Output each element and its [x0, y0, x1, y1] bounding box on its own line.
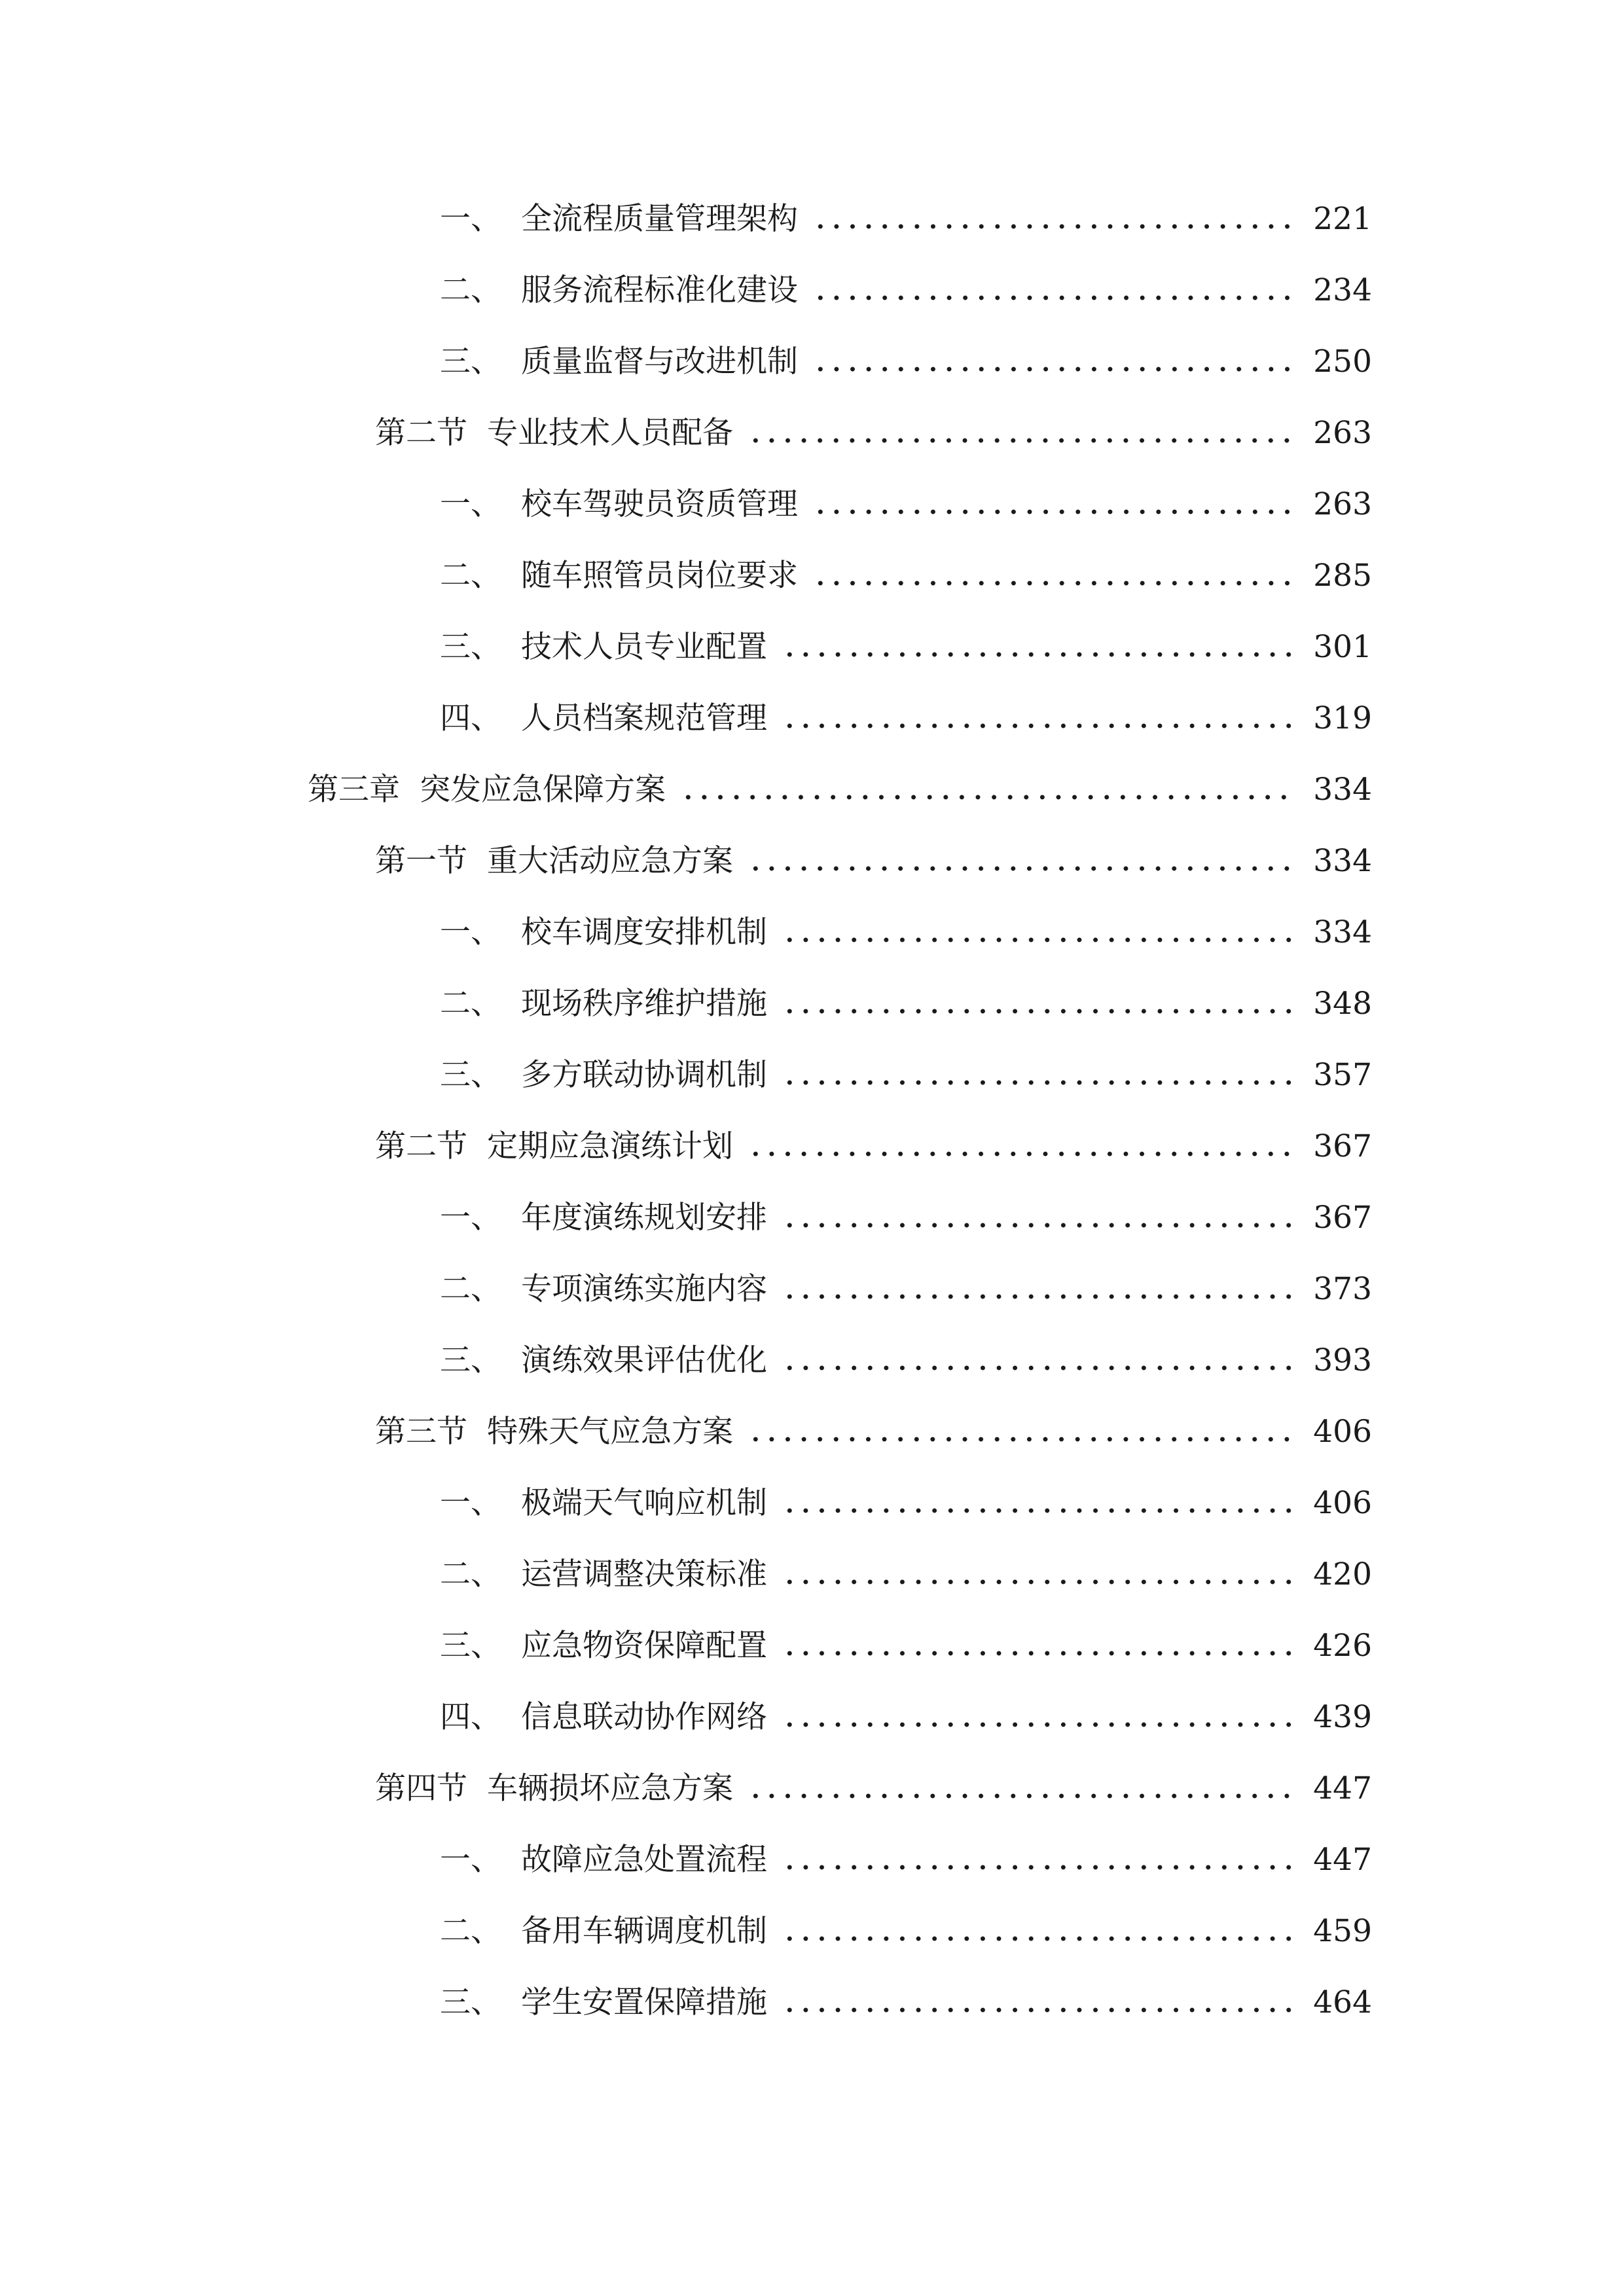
toc-entry-title: 随车照管员岗位要求	[521, 558, 798, 594]
toc-entry-number: 第二节	[375, 415, 467, 451]
toc-entry[interactable]	[440, 1477, 1372, 1530]
dot-leader	[782, 1722, 1296, 1727]
toc-entry-title: 应急物资保障配置	[521, 1628, 767, 1664]
toc-entry-number: 第三章	[308, 772, 400, 808]
toc-entry-number: 一、	[440, 914, 501, 950]
dot-leader	[748, 1437, 1296, 1442]
toc-entry-page: 285	[1313, 558, 1372, 594]
toc-entry-number: 四、	[440, 700, 501, 736]
toc-entry[interactable]	[308, 764, 1372, 816]
toc-entry[interactable]	[375, 1406, 1372, 1458]
toc-entry-number: 一、	[440, 486, 501, 522]
toc-entry-number: 一、	[440, 1485, 501, 1521]
toc-entry-page: 367	[1313, 1200, 1372, 1236]
toc-entry-number: 三、	[440, 1057, 501, 1093]
dot-leader	[782, 1294, 1296, 1299]
toc-entry[interactable]	[440, 1834, 1372, 1886]
toc-entry-page: 348	[1313, 986, 1372, 1022]
toc-entry-number: 二、	[440, 558, 501, 594]
toc-entry-page: 221	[1313, 201, 1372, 237]
toc-entry-title: 专项演练实施内容	[521, 1271, 767, 1307]
toc-entry[interactable]	[440, 1691, 1372, 1744]
toc-entry[interactable]	[440, 621, 1372, 673]
toc-entry-number: 第三节	[375, 1414, 467, 1450]
toc-entry[interactable]	[440, 1977, 1372, 2029]
toc-entry-page: 393	[1313, 1342, 1372, 1378]
toc-entry-title: 极端天气响应机制	[521, 1485, 767, 1521]
toc-entry-number: 二、	[440, 272, 501, 308]
toc-entry[interactable]	[375, 407, 1372, 459]
toc-entry-number: 二、	[440, 1913, 501, 1949]
dot-leader	[782, 723, 1296, 728]
toc-entry-page: 334	[1313, 772, 1372, 808]
toc-entry[interactable]	[375, 1763, 1372, 1815]
toc-entry-title: 特殊天气应急方案	[487, 1414, 733, 1450]
toc-entry[interactable]	[440, 1620, 1372, 1672]
toc-entry-number: 四、	[440, 1699, 501, 1735]
toc-entry-page: 464	[1313, 1984, 1372, 2020]
toc-entry-page: 447	[1313, 1842, 1372, 1878]
toc-entry-page: 406	[1313, 1485, 1372, 1521]
toc-entry-title: 多方联动协调机制	[521, 1057, 767, 1093]
toc-entry-title: 车辆损坏应急方案	[487, 1770, 733, 1806]
dot-leader	[812, 224, 1296, 229]
toc-entry-title: 演练效果评估优化	[521, 1342, 767, 1378]
toc-entry-page: 263	[1313, 486, 1372, 522]
toc-entry[interactable]	[375, 835, 1372, 888]
toc-entry-page: 334	[1313, 843, 1372, 879]
toc-entry-page: 367	[1313, 1128, 1372, 1164]
dot-leader	[812, 509, 1296, 514]
toc-entry[interactable]	[440, 1049, 1372, 1102]
dot-leader	[782, 1579, 1296, 1585]
toc-entry-page: 319	[1313, 700, 1372, 736]
toc-entry-title: 故障应急处置流程	[521, 1842, 767, 1878]
toc-entry-title: 现场秩序维护措施	[521, 986, 767, 1022]
dot-leader	[782, 937, 1296, 942]
toc-entry-title: 人员档案规范管理	[521, 700, 767, 736]
dot-leader	[782, 2007, 1296, 2013]
toc-entry[interactable]	[440, 692, 1372, 745]
toc-entry-title: 信息联动协作网络	[521, 1699, 767, 1735]
dot-leader	[782, 1009, 1296, 1014]
toc-entry-page: 301	[1313, 629, 1372, 665]
toc-entry-page: 234	[1313, 272, 1372, 308]
toc-entry-title: 专业技术人员配备	[487, 415, 733, 451]
toc-entry-number: 一、	[440, 201, 501, 237]
dot-leader	[782, 1651, 1296, 1656]
toc-entry[interactable]	[440, 478, 1372, 531]
toc-entry[interactable]	[440, 1192, 1372, 1244]
toc-entry[interactable]	[440, 193, 1372, 245]
toc-entry-title: 校车驾驶员资质管理	[521, 486, 798, 522]
dot-leader	[680, 795, 1296, 800]
toc-entry[interactable]	[440, 1905, 1372, 1958]
toc-entry-number: 三、	[440, 629, 501, 665]
toc-entry[interactable]	[440, 550, 1372, 602]
dot-leader	[812, 367, 1296, 372]
dot-leader	[748, 1793, 1296, 1799]
dot-leader	[812, 581, 1296, 586]
toc-entry-page: 426	[1313, 1628, 1372, 1664]
toc-entry-page: 459	[1313, 1913, 1372, 1949]
toc-entry-number: 一、	[440, 1200, 501, 1236]
toc-entry-page: 250	[1313, 344, 1372, 380]
toc-entry-title: 校车调度安排机制	[521, 914, 767, 950]
toc-entry-title: 年度演练规划安排	[521, 1200, 767, 1236]
toc-entry-page: 420	[1313, 1556, 1372, 1592]
toc-entry-title: 定期应急演练计划	[487, 1128, 733, 1164]
toc-entry[interactable]	[440, 906, 1372, 959]
toc-entry-title: 突发应急保障方案	[420, 772, 666, 808]
toc-entry-title: 重大活动应急方案	[487, 843, 733, 879]
dot-leader	[782, 1936, 1296, 1941]
toc-entry-number: 第二节	[375, 1128, 467, 1164]
dot-leader	[748, 438, 1296, 443]
toc-entry-page: 373	[1313, 1271, 1372, 1307]
toc-entry-number: 一、	[440, 1842, 501, 1878]
toc-entry-title: 技术人员专业配置	[521, 629, 767, 665]
toc-entry-number: 三、	[440, 1628, 501, 1664]
dot-leader	[782, 652, 1296, 657]
toc-entry-title: 运营调整决策标准	[521, 1556, 767, 1592]
toc-entry[interactable]	[440, 264, 1372, 317]
toc-entry-page: 263	[1313, 415, 1372, 451]
dot-leader	[782, 1508, 1296, 1513]
dot-leader	[748, 866, 1296, 871]
toc-entry-title: 学生安置保障措施	[521, 1984, 767, 2020]
toc-entry-number: 第四节	[375, 1770, 467, 1806]
dot-leader	[782, 1365, 1296, 1371]
dot-leader	[782, 1223, 1296, 1228]
toc-entry[interactable]	[440, 336, 1372, 388]
toc-entry-number: 二、	[440, 1271, 501, 1307]
dot-leader	[812, 295, 1296, 300]
toc-entry-page: 439	[1313, 1699, 1372, 1735]
toc-entry-number: 三、	[440, 1984, 501, 2020]
toc-entry-number: 第一节	[375, 843, 467, 879]
toc-entry-page: 447	[1313, 1770, 1372, 1806]
toc-entry-page: 334	[1313, 914, 1372, 950]
toc-entry-page: 406	[1313, 1414, 1372, 1450]
toc-entry[interactable]	[440, 1335, 1372, 1387]
toc-entry-number: 三、	[440, 344, 501, 380]
toc-entry-page: 357	[1313, 1057, 1372, 1093]
toc-entry-title: 质量监督与改进机制	[521, 344, 798, 380]
dot-leader	[782, 1865, 1296, 1870]
toc-entry-title: 备用车辆调度机制	[521, 1913, 767, 1949]
toc-entry-number: 二、	[440, 1556, 501, 1592]
toc-entry-title: 服务流程标准化建设	[521, 272, 798, 308]
toc-entry-title: 全流程质量管理架构	[521, 201, 798, 237]
toc-entry-number: 三、	[440, 1342, 501, 1378]
toc-entry[interactable]	[440, 1263, 1372, 1316]
toc-entry[interactable]	[440, 1549, 1372, 1601]
dot-leader	[782, 1080, 1296, 1085]
toc-entry[interactable]	[440, 978, 1372, 1030]
toc-entry[interactable]	[375, 1121, 1372, 1173]
dot-leader	[748, 1151, 1296, 1157]
toc-entry-number: 二、	[440, 986, 501, 1022]
